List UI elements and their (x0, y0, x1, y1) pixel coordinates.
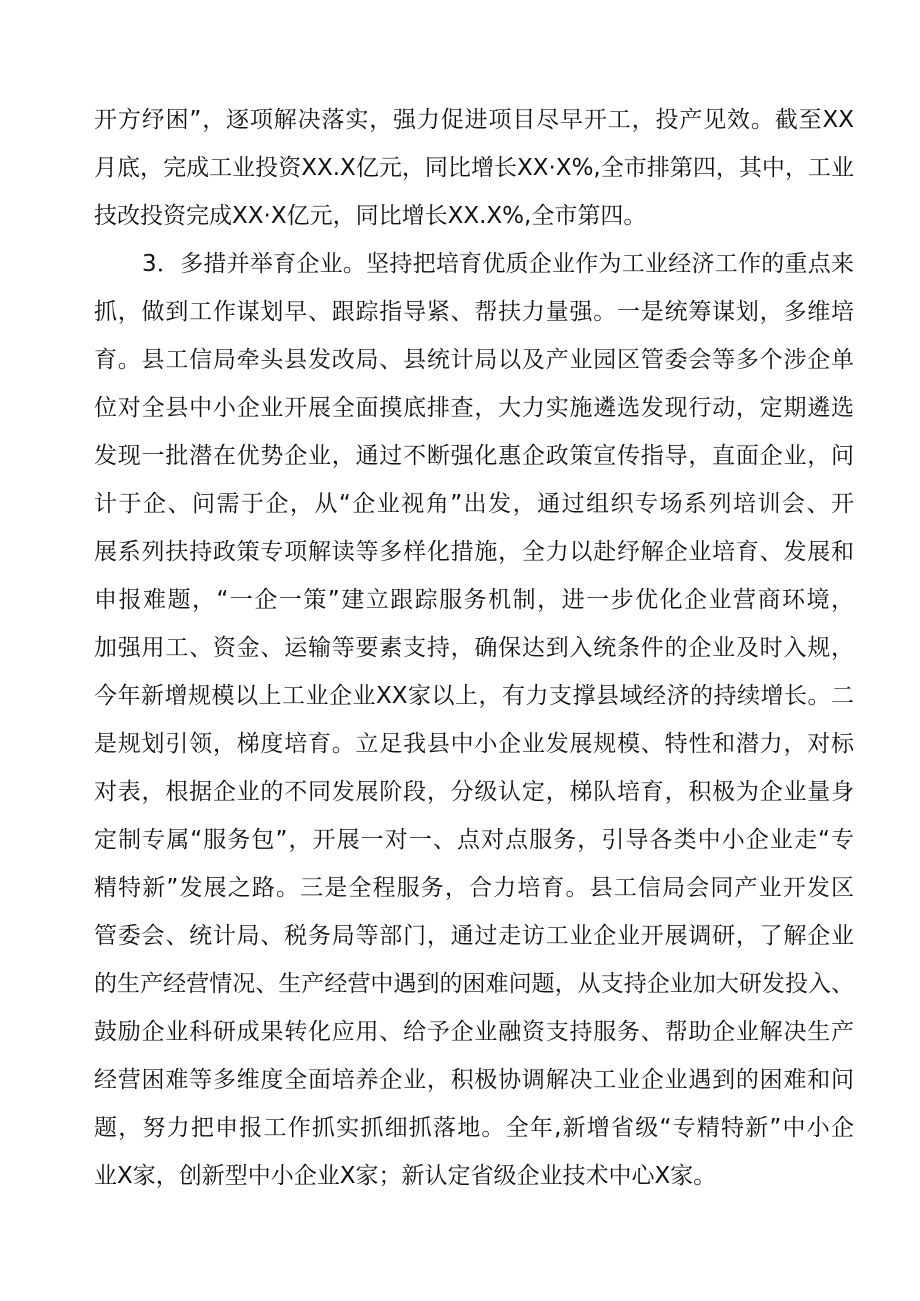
text-line: 申报难题，“一企一策”建立跟踪服务机制，进一步优化企业营商环境， (94, 587, 854, 613)
text-line: 管委会、统计局、税务局等部门，通过走访工业企业开展调研，了解企业 (94, 923, 854, 949)
text-line: 题，努力把申报工作抓实抓细抓落地。全年,新增省级“专精特新”中小企 (94, 1115, 854, 1141)
text-line: 精特新”发展之路。三是全程服务，合力培育。县工信局会同产业开发区 (94, 875, 854, 901)
text-line: 开方纾困”，逐项解决落实，强力促进项目尽早开工，投产见效。截至XX (94, 107, 854, 133)
text-line: 抓，做到工作谋划早、跟踪指导紧、帮扶力量强。一是统筹谋划，多维培 (94, 299, 854, 325)
text-line: 位对全县中小企业开展全面摸底排查，大力实施遴选发现行动，定期遴选 (94, 395, 854, 421)
text-line: 定制专属“服务包”，开展一对一、点对点服务，引导各类中小企业走“专 (94, 827, 854, 853)
text-line: 3．多措并举育企业。坚持把培育优质企业作为工业经济工作的重点来 (142, 251, 854, 277)
text-line: 是规划引领，梯度培育。立足我县中小企业发展规模、特性和潜力，对标 (94, 731, 854, 757)
text-line: 鼓励企业科研成果转化应用、给予企业融资支持服务、帮助企业解决生产 (94, 1019, 854, 1045)
text-line: 育。县工信局牵头县发改局、县统计局以及产业园区管委会等多个涉企单 (94, 347, 854, 373)
text-line: 对表，根据企业的不同发展阶段，分级认定，梯队培育，积极为企业量身 (94, 779, 854, 805)
text-line: 今年新增规模以上工业企业XX家以上，有力支撑县域经济的持续增长。二 (94, 683, 854, 709)
text-line: 展系列扶持政策专项解读等多样化措施，全力以赴纾解企业培育、发展和 (94, 539, 854, 565)
text-line: 经营困难等多维度全面培养企业，积极协调解决工业企业遇到的困难和问 (94, 1067, 854, 1093)
text-line: 计于企、问需于企，从“企业视角”出发，通过组织专场系列培训会、开 (94, 491, 854, 517)
text-line: 业X家，创新型中小企业X家；新认定省级企业技术中心X家。 (94, 1163, 717, 1189)
text-line: 发现一批潜在优势企业，通过不断强化惠企政策宣传指导，直面企业，问 (94, 443, 854, 469)
text-line: 加强用工、资金、运输等要素支持，确保达到入统条件的企业及时入规， (94, 635, 854, 661)
text-line: 的生产经营情况、生产经营中遇到的困难问题，从支持企业加大研发投入、 (94, 971, 854, 997)
text-line: 技改投资完成XX·X亿元，同比增长XX.X%,全市第四。 (94, 203, 647, 229)
text-line: 月底，完成工业投资XX.X亿元，同比增长XX·X%,全市排第四，其中，工业 (94, 155, 854, 181)
